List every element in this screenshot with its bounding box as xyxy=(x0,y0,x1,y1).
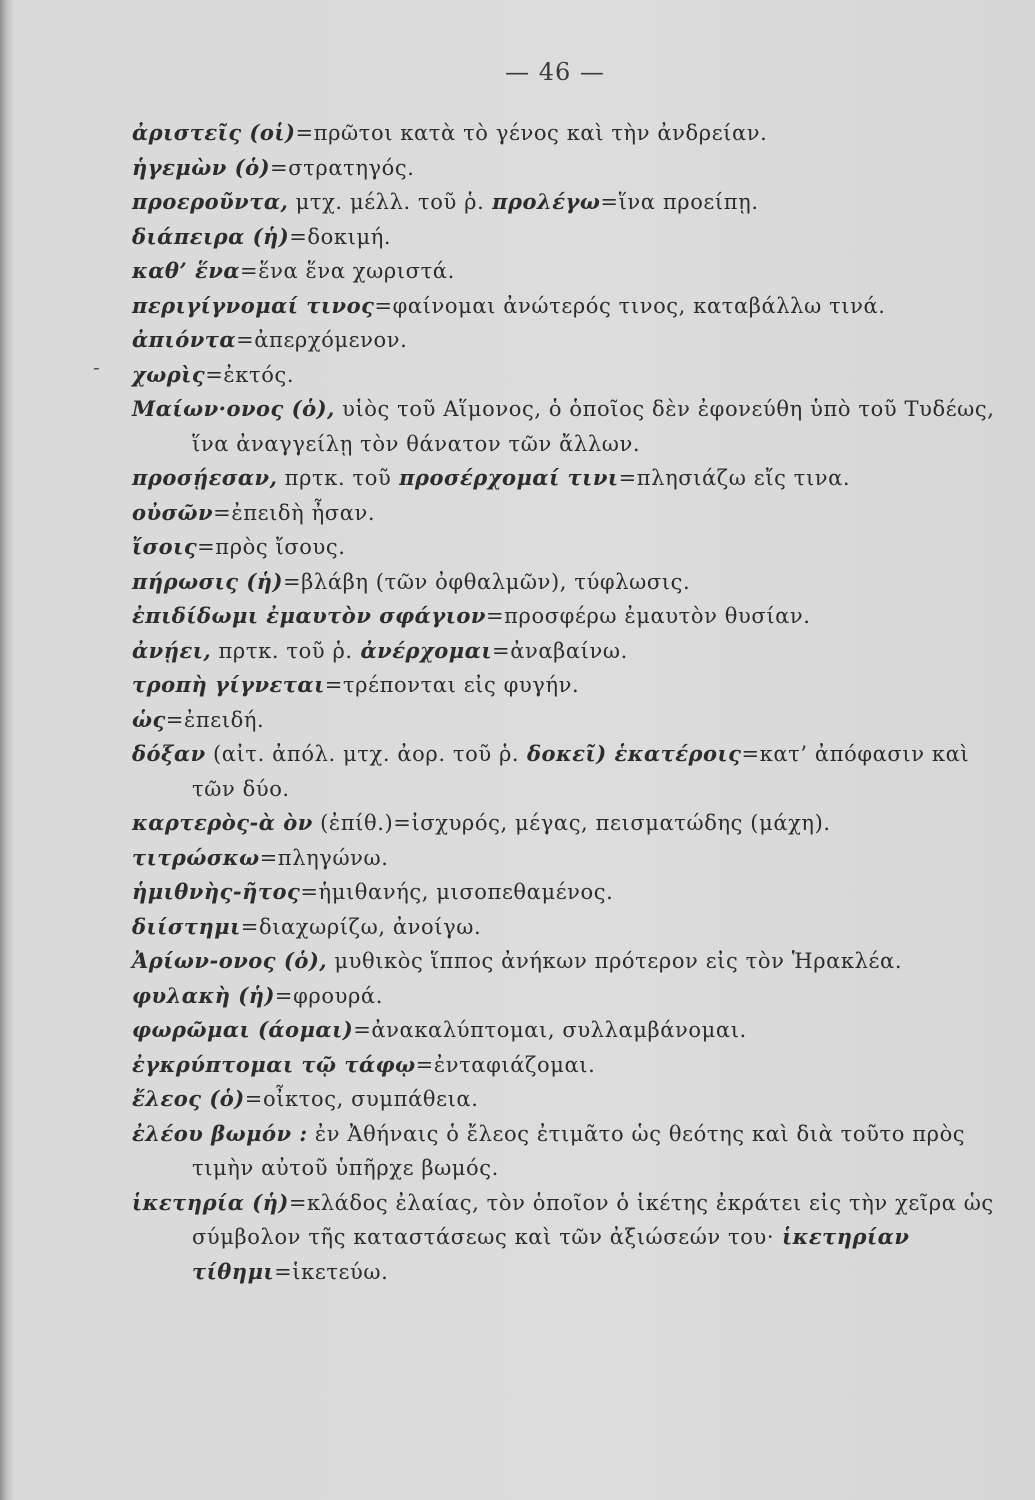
definition: =ἡμιθανής, μισοπεθαμένος. xyxy=(300,880,614,904)
definition: =προσφέρω ἐμαυτὸν θυσίαν. xyxy=(485,604,811,628)
definition: =ἀπερχόμενον. xyxy=(236,328,408,352)
headword: ἀριστεῖς (οἱ) xyxy=(132,120,296,145)
headword: φωρῶμαι (άομαι) xyxy=(132,1017,354,1042)
definition: μυθικὸς ἵππος ἀνήκων πρότερον εἰς τὸν Ἡρακλέα. xyxy=(327,949,903,973)
glossary-entry xyxy=(132,530,1002,565)
glossary-entry xyxy=(132,875,1002,910)
definition: =πληγώνω. xyxy=(259,845,389,870)
definition: =βλάβη (τῶν ὀφθαλμῶν), τύφλωσις. xyxy=(282,569,691,594)
definition: =διαχωρίζω, ἀνοίγω. xyxy=(240,914,482,939)
definition: ἐν Ἀθήναις ὁ ἔλεος ἐτιμᾶτο ὡς θεότης καὶ διὰ τοῦτο πρὸς τιμὴν αὐτοῦ ὑπῆρχε βωμός. xyxy=(192,1121,966,1180)
headword: τιτρώσκω xyxy=(132,844,260,870)
glossary-entry xyxy=(132,392,1002,461)
definition: πρτκ. τοῦ xyxy=(277,466,392,490)
glossary-entry xyxy=(132,979,1002,1014)
headword: δόξαν xyxy=(132,741,206,766)
definition: =πρὸς ἴσους. xyxy=(197,535,346,559)
headword: καθ’ ἕνα xyxy=(132,258,241,283)
definition: =οἶκτος, συμπάθεια. xyxy=(244,1087,479,1111)
headword: ἡγεμὼν (ὁ) xyxy=(132,154,271,180)
headword: προεροῦντα, xyxy=(132,189,289,214)
glossary-entry xyxy=(132,703,1002,738)
headword: ἱκετηρία (ἡ) xyxy=(132,1189,289,1215)
glossary-list xyxy=(132,116,1002,1289)
definition: =ἐπειδή. xyxy=(165,707,265,732)
definition: =στρατηγός. xyxy=(270,155,415,180)
glossary-entry xyxy=(132,496,1002,531)
glossary-entry xyxy=(132,185,1002,220)
headword: ἴσοις xyxy=(132,534,198,559)
glossary-entry xyxy=(132,116,1002,151)
definition: =πρῶτοι κατὰ τὸ γένος καὶ τὴν ἀνδρείαν. xyxy=(295,121,768,145)
headword: προσῄεσαν, xyxy=(132,465,278,490)
headword: ἡμιθνὴς-ῆτος xyxy=(132,879,301,904)
headword: δοκεῖ) ἑκατέροις xyxy=(519,741,742,766)
headword: πήρωσις (ἡ) xyxy=(132,568,283,594)
definition: =κατ’ ἀπόφασιν καὶ τῶν δύο. xyxy=(192,742,970,801)
glossary-entry xyxy=(132,806,1002,841)
glossary-entry xyxy=(132,634,1002,669)
headword: φυλακὴ (ἡ) xyxy=(132,982,275,1008)
page-number: — 46 — xyxy=(505,58,605,86)
glossary-entry xyxy=(132,599,1002,634)
glossary-entry xyxy=(132,565,1002,600)
headword: χωρὶς xyxy=(132,361,206,387)
glossary-entry xyxy=(132,323,1002,358)
definition: =τρέπονται εἰς φυγήν. xyxy=(324,673,580,697)
headword: προλέγω xyxy=(484,189,601,214)
headword: ἐλέου βωμόν : xyxy=(132,1120,308,1146)
headword: Ἀρίων-ονος (ὁ), xyxy=(132,948,328,973)
headword: ἀνέρχομαι xyxy=(352,637,492,663)
glossary-entry xyxy=(132,461,1002,496)
definition: =δοκιμή. xyxy=(289,224,392,249)
glossary-entry xyxy=(132,1013,1002,1048)
headword: ἀπιόντα xyxy=(132,327,237,352)
headword: Μαίων·ονος (ὁ), xyxy=(132,396,335,421)
headword: προσέρχομαί τινι xyxy=(391,465,619,490)
headword: ὡς xyxy=(132,706,166,732)
glossary-entry xyxy=(132,910,1002,945)
headword: περιγίγνομαί τινος xyxy=(132,292,375,318)
margin-mark: - xyxy=(93,355,100,379)
glossary-entry xyxy=(132,841,1002,876)
definition: =κλάδος ἐλαίας, τὸν ὁποῖον ὁ ἱκέτης ἐκράτει εἰς τὴν χεῖρα ὡς σύμβολον τῆς καταστάσεως καὶ τῶν ἀξιώσεών του· xyxy=(192,1190,994,1249)
headword: ἐγκρύπτομαι τῷ τάφῳ xyxy=(132,1051,416,1077)
headword: οὐσῶν xyxy=(132,499,214,525)
definition: =ἱκετεύω. xyxy=(274,1259,389,1284)
glossary-entry xyxy=(132,737,1002,806)
definition: μτχ. μέλλ. τοῦ ῥ. xyxy=(288,190,485,214)
glossary-entry xyxy=(132,1186,1002,1290)
glossary-entry xyxy=(132,944,1002,979)
definition: =πλησιάζω εἴς τινα. xyxy=(618,466,851,490)
definition: =ἀνακαλύπτομαι, συλλαμβάνομαι. xyxy=(353,1018,747,1042)
headword: ἔλεος (ὁ) xyxy=(132,1086,245,1111)
glossary-entry xyxy=(132,1082,1002,1117)
definition: =ἐπειδὴ ἦσαν. xyxy=(213,500,376,525)
headword: καρτερὸς-ὰ ὸν xyxy=(132,810,313,835)
headword: ἐπιδίδωμι ἐμαυτὸν σφάγιον xyxy=(132,603,486,628)
glossary-entry xyxy=(132,358,1002,393)
headword: τροπὴ γίγνεται xyxy=(132,672,325,697)
glossary-entry xyxy=(132,668,1002,703)
glossary-entry xyxy=(132,220,1002,255)
definition: πρτκ. τοῦ ῥ. xyxy=(211,638,353,663)
definition: =φρουρά. xyxy=(274,983,383,1008)
glossary-entry xyxy=(132,289,1002,324)
definition: =ἕνα ἕνα χωριστά. xyxy=(240,259,455,283)
glossary-entry xyxy=(132,151,1002,186)
definition: =ἐκτός. xyxy=(205,362,295,387)
definition: υἱὸς τοῦ Αἵμονος, ὁ ὁποῖος δὲν ἐφονεύθη ὑπὸ τοῦ Τυδέως, ἵνα ἀναγγείλῃ τὸν θάνατον τῶν ἄλλων. xyxy=(192,397,995,456)
definition: =ἵνα προείπῃ. xyxy=(600,190,759,214)
definition: =ἀναβαίνω. xyxy=(492,638,628,663)
definition: (αἰτ. ἀπόλ. μτχ. ἀορ. τοῦ ῥ. xyxy=(205,742,520,766)
headword: ἱκετηρίαν τίθημι xyxy=(192,1224,910,1284)
glossary-entry xyxy=(132,1117,1002,1186)
headword: διίστημι xyxy=(132,913,241,939)
definition: (ἐπίθ.)=ἰσχυρός, μέγας, πεισματώδης (μάχη). xyxy=(312,811,831,835)
headword: διάπειρα (ἡ) xyxy=(132,223,290,249)
definition: =ἐνταφιάζομαι. xyxy=(415,1052,596,1077)
glossary-entry xyxy=(132,254,1002,289)
definition: =φαίνομαι ἀνώτερός τινος, καταβάλλω τινά. xyxy=(374,293,886,318)
glossary-entry xyxy=(132,1048,1002,1083)
headword: ἀνῄει, xyxy=(132,637,212,663)
